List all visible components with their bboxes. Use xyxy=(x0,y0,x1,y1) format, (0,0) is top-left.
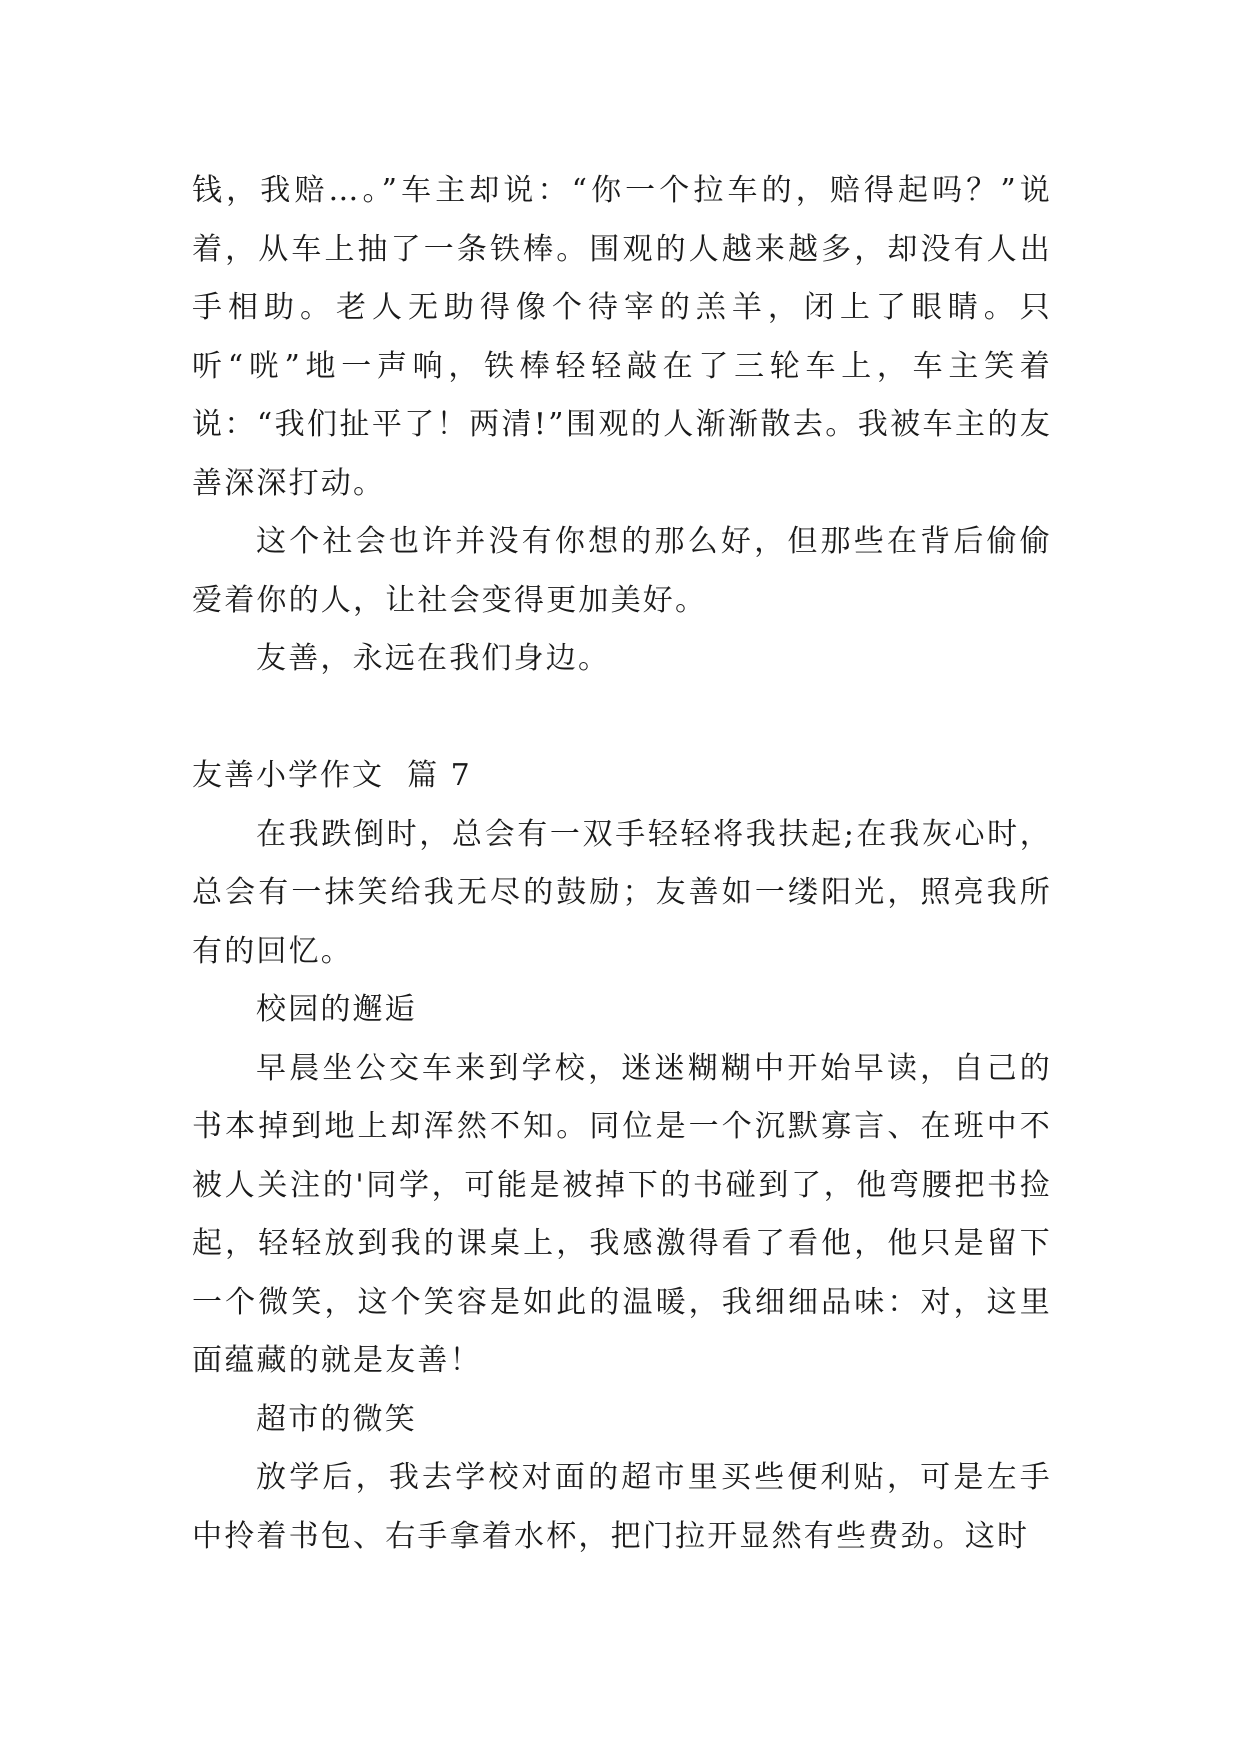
paragraph-continued: 钱，我赔…。”车主却说：“你一个拉车的，赔得起吗？”说着，从车上抽了一条铁棒。围观的人越来越多，却没有人出手相助。老人无助得像个待宰的羔羊，闭上了眼睛。只听“咣”地一声响，铁棒轻轻敲在了三轮车上，车主笑着说：“我们扯平了！两清!”围观的人渐渐散去。我被车主的友善深深打动。 xyxy=(192,173,1052,501)
document-body xyxy=(192,162,1052,1566)
paragraph: 早晨坐公交车来到学校，迷迷糊糊中开始早读，自己的书本掉到地上却浑然不知。同位是一个沉默寡言、在班中不被人关注的'同学，可能是被掉下的书碰到了，他弯腰把书捡起，轻轻放到我的课桌上，我感激得看了看他，他只是留下一个微笑，这个笑容是如此的温暖，我细细品味：对，这里面蕴藏的就是友善！ xyxy=(192,1050,1052,1378)
subheading: 超市的微笑 xyxy=(256,1401,417,1437)
paragraph: 友善，永远在我们身边。 xyxy=(256,641,611,676)
paragraph: 在我跌倒时，总会有一双手轻轻将我扶起;在我灰心时，总会有一抹笑给我无尽的鼓励；友善如一缕阳光，照亮我所有的回忆。 xyxy=(192,816,1052,969)
paragraph: 这个社会也许并没有你想的那么好，但那些在背后偷偷爱着你的人，让社会变得更加美好。 xyxy=(192,524,1052,618)
subheading: 校园的邂逅 xyxy=(256,992,417,1027)
section-title: 友善小学作文 篇 7 xyxy=(192,758,472,793)
paragraph: 放学后，我去学校对面的超市里买些便利贴，可是左手中拎着书包、右手拿着水杯，把门拉开显然有些费劲。这时 xyxy=(192,1460,1052,1554)
section-gap xyxy=(192,689,1052,748)
